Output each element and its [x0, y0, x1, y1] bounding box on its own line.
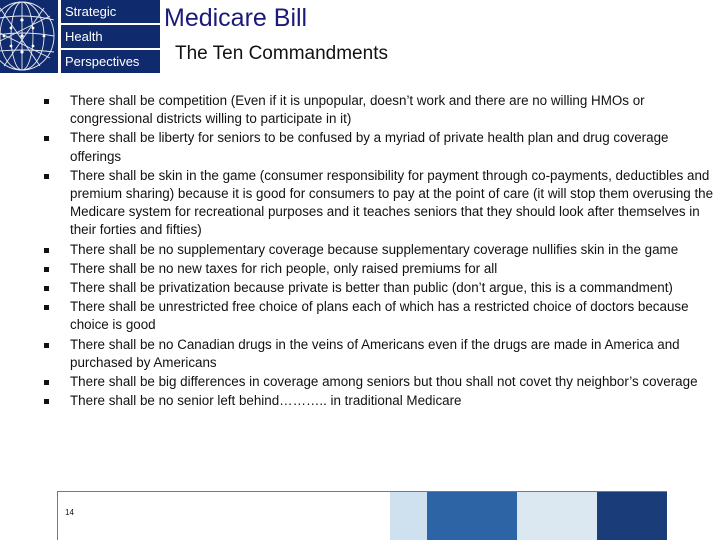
bullet-icon — [44, 343, 49, 348]
list-item-text: There shall be unrestricted free choice of plans each of which has a restricted choice of doctors because choice is good — [70, 299, 689, 333]
globe-icon — [0, 0, 58, 73]
list-item — [44, 392, 716, 410]
list-item-text: There shall be no new taxes for rich people, only raised premiums for all — [70, 260, 498, 276]
list-item — [44, 260, 716, 278]
bullet-icon — [44, 305, 49, 310]
logo-line-perspectives: Perspectives — [61, 50, 160, 73]
footer-rule-vertical — [57, 491, 58, 540]
list-item — [44, 167, 716, 240]
bullet-icon — [44, 136, 49, 141]
list-item — [44, 241, 716, 259]
footer-block-mid — [427, 492, 517, 540]
list-item — [44, 298, 716, 334]
logo-line-health: Health — [61, 25, 160, 48]
list-item-text: There shall be no supplementary coverage because supplementary coverage nullifies skin in the game — [70, 241, 679, 257]
slide-title: Medicare Bill — [164, 4, 308, 32]
bullet-icon — [44, 248, 49, 253]
list-item-text: There shall be no senior left behind……….. in traditional Medicare — [70, 393, 462, 409]
bullet-icon — [44, 399, 49, 404]
list-item — [44, 373, 716, 391]
footer-block-pale — [517, 492, 597, 540]
list-item — [44, 279, 716, 297]
list-item-text: There shall be liberty for seniors to be confused by a myriad of private health plan and drug coverage offerings — [70, 130, 669, 164]
list-item-text: There shall be privatization because private is better than public (don’t argue, this is a commandment) — [70, 280, 673, 296]
page-number: 14 — [65, 508, 74, 517]
footer-block-dark — [597, 492, 667, 540]
list-item-text: There shall be competition (Even if it is unpopular, doesn’t work and there are no willing HMOs or congressional districts willing to participate in it) — [70, 93, 645, 127]
list-item-text: There shall be no Canadian drugs in the veins of Americans even if the drugs are made in America and purchased by Americans — [70, 336, 680, 370]
bullet-icon — [44, 99, 49, 104]
list-item — [44, 92, 716, 128]
logo — [0, 0, 160, 73]
list-item-text: There shall be big differences in coverage among seniors but thou shall not covet thy neighbor’s coverage — [70, 374, 698, 390]
bullet-icon — [44, 286, 49, 291]
list-item — [44, 336, 716, 372]
list-item — [44, 129, 716, 165]
list-item-text: There shall be skin in the game (consumer responsibility for payment through co-payments, deductibles and premium sharing) because it is good for consumers to pay at the point of care (it will stop them overusing the Medicare system for recreational purposes and it teaches seniors that they should look after themselves in their forties and fifties) — [70, 167, 714, 238]
logo-line-strategic: Strategic — [61, 0, 160, 23]
commandments-list — [44, 92, 716, 411]
footer-block-light — [390, 492, 427, 540]
slide-subtitle: The Ten Commandments — [175, 43, 388, 64]
bullet-icon — [44, 267, 49, 272]
bullet-icon — [44, 174, 49, 179]
bullet-icon — [44, 380, 49, 385]
